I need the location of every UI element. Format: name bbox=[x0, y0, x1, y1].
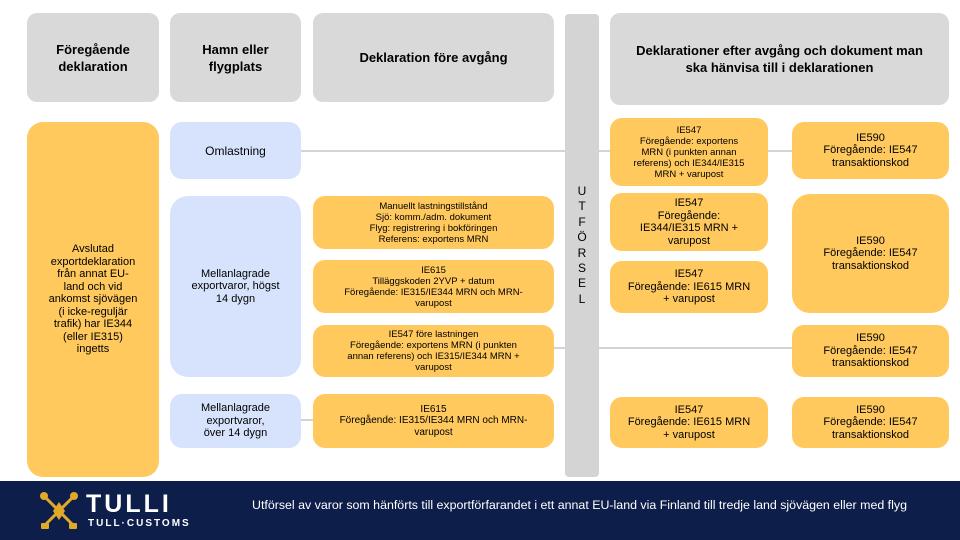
exit-bar-letter: E bbox=[577, 276, 586, 291]
brand-name: TULLI bbox=[86, 490, 172, 518]
previous-declaration-box: Avslutad exportdeklaration från annat EU- land och vid ankomst sjövägen (i icke-reguljär trafik) har IE344 (eller IE315) ingetts bbox=[27, 122, 159, 477]
before-ie547-before-loading: IE547 före lastningen Föregående: exportens MRN (i punkten annan referens) och IE315/IE344 MRN + varupost bbox=[313, 325, 554, 377]
exit-bar-letter: R bbox=[577, 245, 587, 260]
doc-ie590-before-loading: IE590 Föregående: IE547 transaktionskod bbox=[792, 325, 949, 377]
before-ie615-additional-code: IE615 Tilläggskoden 2YVP + datum Föregående: IE315/IE344 MRN och MRN- varupost bbox=[313, 260, 554, 313]
after-ie547-ie615-short: IE547 Föregående: IE615 MRN + varupost bbox=[610, 261, 768, 313]
connector-stored-long bbox=[300, 419, 314, 421]
after-ie547-manual: IE547 Föregående: IE344/IE315 MRN + varupost bbox=[610, 193, 768, 251]
doc-ie590-transshipment: IE590 Föregående: IE547 transaktionskod bbox=[792, 122, 949, 179]
header-after-departure: Deklarationer efter avgång och dokument man ska hänvisa till i deklarationen bbox=[610, 13, 949, 105]
exit-bar-letter: U bbox=[577, 183, 587, 198]
exit-bar-letter: T bbox=[578, 199, 586, 214]
after-ie547-transshipment: IE547 Föregående: exportens MRN (i punkten annan referens) och IE344/IE315 MRN + varupost bbox=[610, 118, 768, 186]
header-before-departure: Deklaration före avgång bbox=[313, 13, 554, 102]
doc-ie590-stored-long: IE590 Föregående: IE547 transaktionskod bbox=[792, 397, 949, 448]
header-previous-declaration: Föregående deklaration bbox=[27, 13, 159, 102]
before-ie615-over-14-days: IE615 Föregående: IE315/IE344 MRN och MRN- varupost bbox=[313, 394, 554, 448]
exit-bar-letter: Ö bbox=[577, 230, 587, 245]
exit-bar-letter: F bbox=[578, 214, 586, 229]
footer-bar bbox=[0, 481, 960, 540]
tulli-crest-icon bbox=[38, 490, 80, 532]
exit-bar-letter: S bbox=[577, 260, 586, 275]
port-stored-short: Mellanlagrade exportvaror, högst 14 dygn bbox=[170, 196, 301, 377]
footer-caption: Utförsel av varor som hänförts till exportförfarandet i ett annat EU-land via Finland till tredje land sjövägen eller med flyg bbox=[252, 498, 907, 512]
port-transshipment: Omlastning bbox=[170, 122, 301, 179]
after-ie547-ie615-long: IE547 Föregående: IE615 MRN + varupost bbox=[610, 397, 768, 448]
doc-ie590-stored-short: IE590 Föregående: IE547 transaktionskod bbox=[792, 194, 949, 313]
brand-subtitle: TULL·CUSTOMS bbox=[88, 518, 191, 529]
exit-bar bbox=[565, 14, 599, 477]
before-manual-loading-permit: Manuellt lastningstillstånd Sjö: komm./adm. dokument Flyg: registrering i bokföringen Referens: exportens MRN bbox=[313, 196, 554, 249]
port-stored-long: Mellanlagrade exportvaror, över 14 dygn bbox=[170, 394, 301, 448]
exit-bar-letter: L bbox=[578, 291, 586, 306]
header-port: Hamn eller flygplats bbox=[170, 13, 301, 102]
